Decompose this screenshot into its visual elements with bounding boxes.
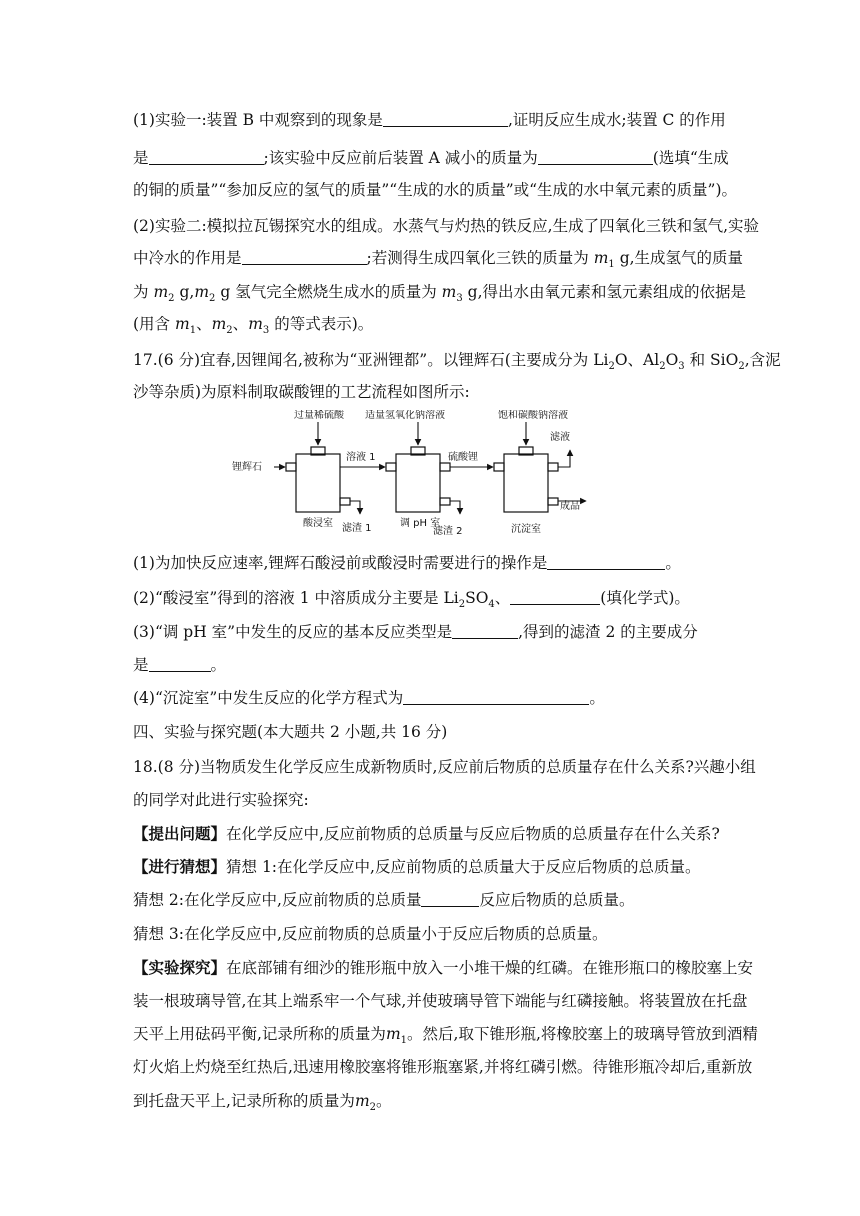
residue-label: 滤渣 2	[433, 526, 463, 537]
text: 。然后,取下锥形瓶,将橡胶塞上的玻璃导管放到酒精	[407, 1025, 758, 1043]
residue-label: 滤渣 1	[342, 523, 372, 534]
var-m: m	[153, 283, 169, 301]
var-m: m	[385, 1025, 401, 1043]
text: ,含泥	[744, 351, 781, 369]
text: 是	[133, 656, 149, 674]
reagent-label: 饱和碳酸钠溶液	[498, 410, 568, 421]
q18-line-1: 18.(8 分)当物质发生化学反应生成新物质时,反应前后物质的总质量存在什么关系?兴趣小组	[133, 758, 756, 776]
room-label: 酸浸室	[303, 518, 333, 529]
q18-guess-1	[133, 857, 700, 877]
text: 在底部铺有细沙的锥形瓶中放入一小堆干燥的红磷。在锥形瓶口的橡胶塞上安	[226, 959, 754, 977]
var-m: m	[194, 283, 210, 301]
text: 天平上用砝码平衡,记录所称的质量为	[133, 1025, 386, 1043]
filtrate-label: 滤液	[550, 432, 570, 443]
q17-sub-2: (2)“酸浸室”得到的溶液 1 中溶质成分主要是 $Li_2SO_4$、 (填化学式)。	[133, 589, 690, 611]
text: 在化学反应中,反应前物质的总质量与反应后物质的总质量存在什么关系?	[226, 825, 720, 843]
answer-blank[interactable]	[149, 149, 264, 165]
q18-exp-2: 装一根玻璃导管,在其上端系牢一个气球,并使玻璃导管下端能与红磷接触。将装置放在托盘	[133, 992, 748, 1010]
text: 猜想 1:在化学反应中,反应前物质的总质量大于反应后物质的总质量。	[226, 858, 701, 876]
text: 中冷水的作用是	[133, 249, 242, 267]
answer-blank[interactable]	[242, 249, 367, 265]
q16-line-1	[133, 110, 726, 130]
answer-blank[interactable]	[452, 623, 518, 639]
q18-guess-3: 猜想 3:在化学反应中,反应前物质的总质量小于反应后物质的总质量。	[133, 925, 608, 943]
text: 。	[376, 1092, 392, 1110]
q17-sub-4	[133, 688, 605, 708]
text: O、Al	[614, 351, 660, 369]
text: (2)“酸浸室”得到的溶液 1 中溶质成分主要是 Li	[133, 589, 459, 607]
q16-line-7: (用含 $m_1$、$m_2$、$m_3$ 的等式表示)。	[133, 315, 374, 337]
q18-exp-5: 到托盘天平上,记录所称的质量为$m_2$。	[133, 1092, 392, 1114]
room-label: 沉淀室	[511, 524, 541, 535]
text: (1)实验一:装置 B 中观察到的现象是	[133, 111, 383, 129]
text: g 氢气完全燃烧生成水的质量为	[220, 283, 437, 301]
tag: 【提出问题】	[133, 824, 227, 843]
q18-exp-4: 灯火焰上灼烧至红热后,迅速用橡胶塞将锥形瓶塞紧,并将红磷引燃。待锥形瓶冷却后,重新放	[133, 1058, 753, 1076]
answer-blank[interactable]	[538, 149, 653, 165]
text: O	[665, 351, 679, 369]
q17-sub-3	[133, 622, 698, 642]
tag: 【实验探究】	[133, 958, 227, 977]
q16-line-2	[133, 148, 729, 168]
text: 是	[133, 149, 149, 167]
answer-blank[interactable]	[547, 554, 665, 570]
q16-line-6: 为 $m_2$ $g,m_2$ g 氢气完全燃烧生成水的质量为 $m_3$ g,得出水由氧元素和氢元素组成的依据是	[133, 283, 747, 305]
reagent-label: 过量稀硫酸	[294, 410, 344, 421]
q18-exp-1	[133, 958, 753, 978]
q17-line-2: 沙等杂质)为原料制取碳酸锂的工艺流程如图所示:	[133, 383, 470, 401]
process-flow-diagram	[228, 410, 588, 538]
reagent-label: 适量氢氧化钠溶液	[365, 410, 445, 421]
text: ,得到的滤渣 2 的主要成分	[518, 623, 698, 641]
text: 反应后物质的总质量。	[479, 891, 635, 909]
q18-exp-3: 天平上用砝码平衡,记录所称的质量为$m_1$。然后,取下锥形瓶,将橡胶塞上的玻璃导管放到酒精	[133, 1025, 758, 1047]
text: 猜想 2:在化学反应中,反应前物质的总质量	[133, 891, 422, 909]
text: (选填“生成	[652, 149, 729, 167]
text: ;该实验中反应前后装置 A 减小的质量为	[263, 149, 538, 167]
text: (3)“调 pH 室”中发生的反应的基本反应类型是	[133, 623, 453, 641]
q16-line-4: (2)实验二:模拟拉瓦锡探究水的组成。水蒸气与灼热的铁反应,生成了四氧化三铁和氢气,实验	[133, 217, 760, 235]
text: 。	[589, 689, 605, 707]
text: 、	[494, 589, 511, 607]
text: g,	[179, 283, 195, 301]
text: 。	[210, 656, 227, 674]
text: SO	[465, 589, 489, 607]
room-label: 调 pH 室	[400, 518, 441, 529]
text: 17.(6 分)宜春,因锂闻名,被称为“亚洲锂都”。以锂辉石(主要成分为 Li	[133, 351, 609, 369]
input-label: 锂辉石	[232, 462, 262, 473]
text: ;若测得生成四氧化三铁的质量为	[366, 249, 589, 267]
text: 的等式表示)。	[274, 315, 374, 333]
q17-sub-1	[133, 553, 681, 573]
text: 到托盘天平上,记录所称的质量为	[133, 1092, 355, 1110]
answer-blank[interactable]	[510, 589, 600, 605]
var-m: m	[441, 283, 457, 301]
text: ,证明反应生成水;装置 C 的作用	[507, 111, 726, 129]
text: 。	[665, 554, 681, 572]
section-heading: 四、实验与探究题(本大题共 2 小题,共 16 分)	[133, 723, 448, 741]
q17-sub-3b	[133, 655, 226, 675]
var-m: m	[354, 1092, 370, 1110]
answer-blank[interactable]	[383, 111, 508, 127]
text: g,得出水由氧元素和氢元素组成的依据是	[467, 283, 747, 301]
lithium-sulfate-label: 硫酸锂	[448, 452, 478, 463]
var-m: m	[593, 249, 609, 267]
q17-line-1: 17.(6 分)宜春,因锂闻名,被称为“亚洲锂都”。以锂辉石(主要成分为 $Li_2O$、$Al_2O_3$ 和 SiO$_2$,含泥	[133, 351, 781, 373]
q16-line-3: 的铜的质量”“参加反应的氢气的质量”“生成的水的质量”或“生成的水中氧元素的质量”)。	[133, 181, 738, 199]
q16-line-5: 中冷水的作用是 ;若测得生成四氧化三铁的质量为 $m_1$ g,生成氢气的质量	[133, 249, 744, 271]
text: g,生成氢气的质量	[619, 249, 744, 267]
answer-blank[interactable]	[403, 689, 589, 705]
answer-blank[interactable]	[149, 656, 211, 672]
text: (1)为加快反应速率,锂辉石酸浸前或酸浸时需要进行的操作是	[133, 554, 548, 572]
text: (4)“沉淀室”中发生反应的化学方程式为	[133, 689, 404, 707]
q18-ask	[133, 824, 720, 844]
precipitation-room-vessel	[504, 454, 548, 512]
product-label: 成品	[560, 501, 580, 512]
tag: 【进行猜想】	[133, 857, 227, 876]
text: 和 SiO	[689, 351, 739, 369]
q18-line-2: 的同学对此进行实验探究:	[133, 791, 309, 809]
text: 为	[133, 283, 149, 301]
ph-room-vessel	[396, 454, 440, 512]
solution-label: 溶液 1	[346, 452, 376, 463]
text: (用含	[133, 315, 171, 333]
acid-leach-room-vessel	[296, 454, 340, 512]
answer-blank[interactable]	[421, 891, 479, 907]
text: (填化学式)。	[600, 589, 690, 607]
q18-guess-2	[133, 890, 634, 910]
